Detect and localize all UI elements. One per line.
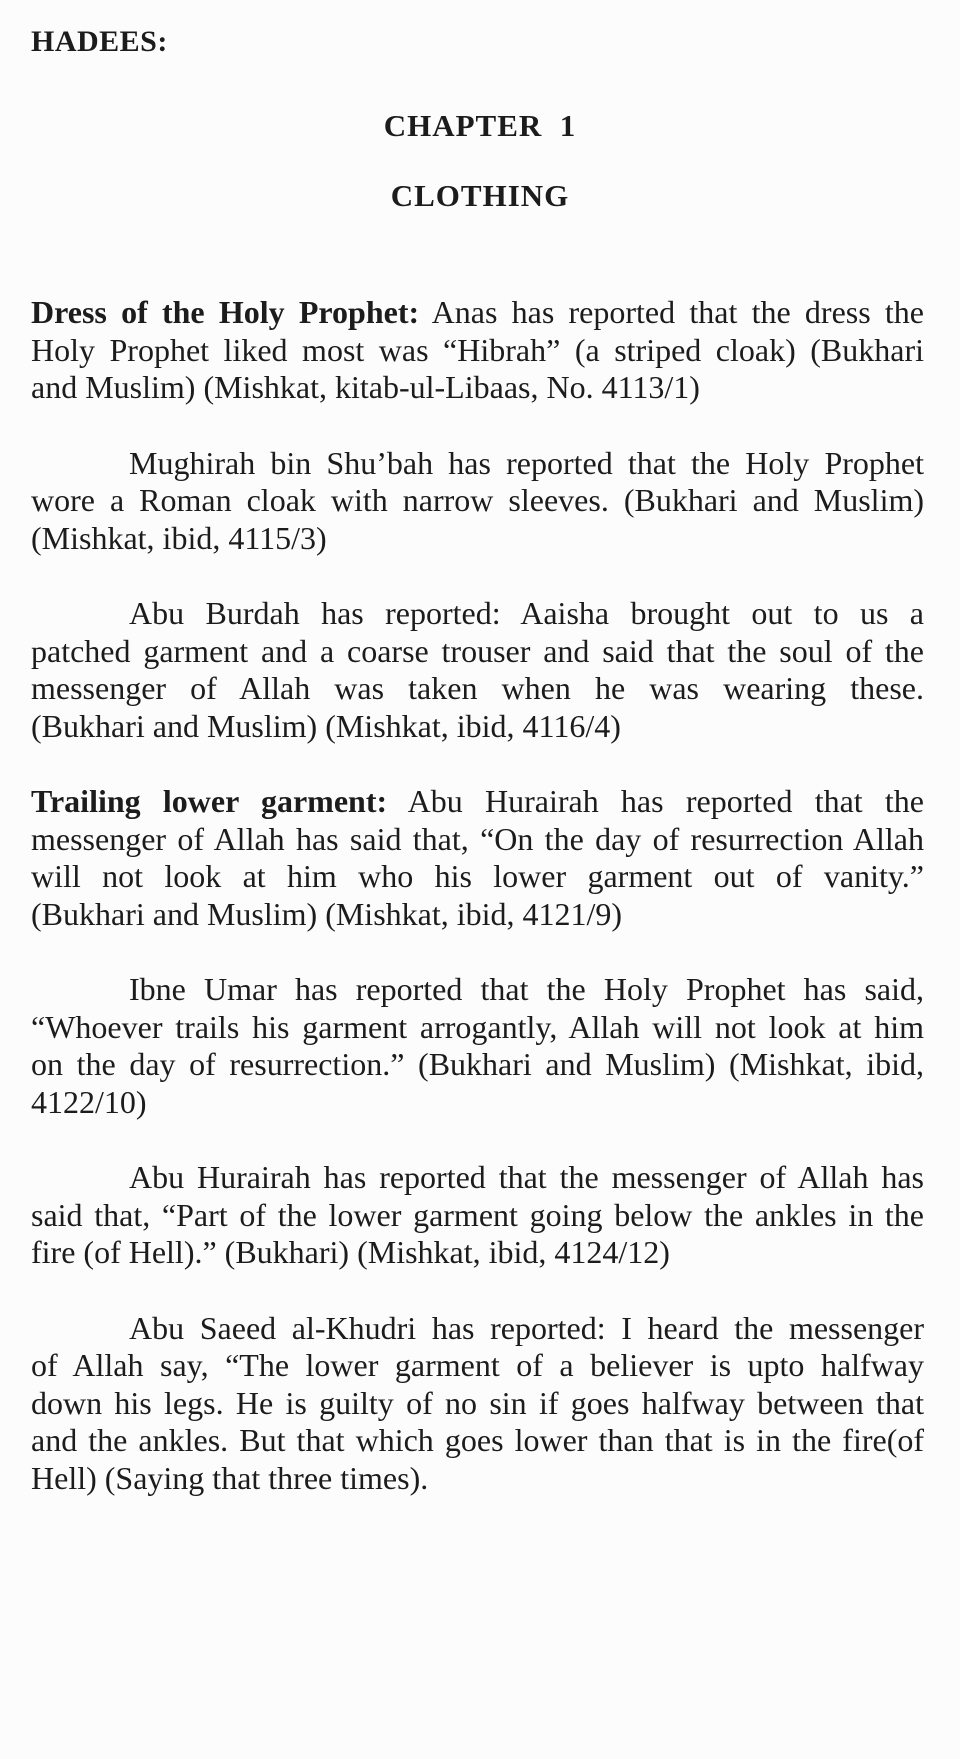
paragraph	[31, 783, 924, 933]
text-line	[31, 595, 924, 633]
paragraph	[31, 294, 924, 407]
text-line	[31, 783, 924, 821]
text-line	[31, 1009, 924, 1047]
paragraph	[31, 1159, 924, 1272]
text-segment: Anas has reported that the dress the	[419, 294, 924, 330]
text-segment: 4122/10)	[31, 1083, 147, 1120]
text-line	[31, 1460, 924, 1498]
text-line	[31, 294, 924, 332]
text-line	[31, 369, 924, 407]
text-line	[31, 708, 924, 746]
text-line	[31, 670, 924, 708]
paragraph	[31, 971, 924, 1121]
text-line	[31, 1046, 924, 1084]
text-segment: Abu Hurairah has reported that the messenger of Allah has	[129, 1159, 924, 1195]
text-segment: will not look at him who his lower garment out of vanity.”	[31, 858, 924, 894]
text-line	[31, 1234, 924, 1272]
text-line	[31, 1422, 924, 1460]
run-in-heading: Dress of the Holy Prophet:	[31, 294, 420, 330]
text-segment: messenger of Allah has said that, “On the day of resurrection Allah	[31, 820, 924, 857]
text-segment: said that, “Part of the lower garment going below the ankles in the	[31, 1196, 924, 1233]
run-in-heading: Trailing lower garment:	[31, 783, 388, 819]
text-segment: (Bukhari and Muslim) (Mishkat, ibid, 4116/4)	[31, 707, 621, 744]
text-segment: (Bukhari and Muslim) (Mishkat, ibid, 4121/9)	[31, 895, 623, 932]
chapter-title: CHAPTER 1	[383, 108, 577, 143]
text-segment: (Mishkat, ibid, 4115/3)	[31, 519, 327, 556]
text-segment: Abu Saeed al-Khudri has reported: I heard the messenger	[129, 1309, 924, 1346]
document-paragraphs	[31, 294, 924, 1497]
text-line	[31, 971, 924, 1009]
text-segment: of Allah say, “The lower garment of a believer is upto halfway	[31, 1347, 924, 1383]
text-segment: and Muslim) (Mishkat, kitab-ul-Libaas, No. 4113/1)	[31, 369, 700, 405]
paragraph	[31, 445, 924, 558]
text-line	[31, 1310, 924, 1348]
text-segment: patched garment and a coarse trouser and said that the soul of the	[31, 632, 924, 669]
text-segment: on the day of resurrection.” (Bukhari and Muslim) (Mishkat, ibid,	[31, 1046, 924, 1082]
text-segment: Abu Hurairah has reported that the	[387, 783, 924, 819]
text-line	[31, 445, 924, 483]
text-line	[31, 1084, 924, 1122]
text-segment: down his legs. He is guilty of no sin if goes halfway between that	[31, 1384, 924, 1421]
text-line	[31, 1197, 924, 1235]
text-segment: wore a Roman cloak with narrow sleeves. (Bukhari and Muslim)	[31, 482, 924, 518]
paragraph	[31, 1310, 924, 1498]
text-line	[31, 520, 924, 558]
text-line	[31, 1385, 924, 1423]
text-segment: Mughirah bin Shu’bah has reported that the Holy Prophet	[129, 444, 924, 481]
paragraph	[31, 595, 924, 745]
text-segment: fire (of Hell).” (Bukhari) (Mishkat, ibid, 4124/12)	[31, 1234, 670, 1270]
text-segment: messenger of Allah was taken when he was wearing these.	[31, 670, 924, 706]
text-line	[31, 858, 924, 896]
chapter-subtitle: CLOTHING	[390, 178, 570, 213]
text-line	[31, 821, 924, 859]
text-segment: Hell) (Saying that three times).	[31, 1459, 429, 1496]
text-line	[31, 896, 924, 934]
text-line	[31, 633, 924, 671]
text-segment: and the ankles. But that which goes lower than that is in the fire(of	[31, 1422, 924, 1458]
page-header-label: HADEES:	[31, 25, 168, 58]
text-line	[31, 1347, 924, 1385]
text-line	[31, 332, 924, 370]
text-segment: Abu Burdah has reported: Aaisha brought out to us a	[129, 595, 924, 631]
text-line	[31, 482, 924, 520]
text-segment: Holy Prophet liked most was “Hibrah” (a striped cloak) (Bukhari	[31, 331, 924, 368]
text-segment: “Whoever trails his garment arrogantly, Allah will not look at him	[31, 1008, 924, 1045]
text-segment: Ibne Umar has reported that the Holy Prophet has said,	[129, 971, 924, 1007]
text-line	[31, 1159, 924, 1197]
